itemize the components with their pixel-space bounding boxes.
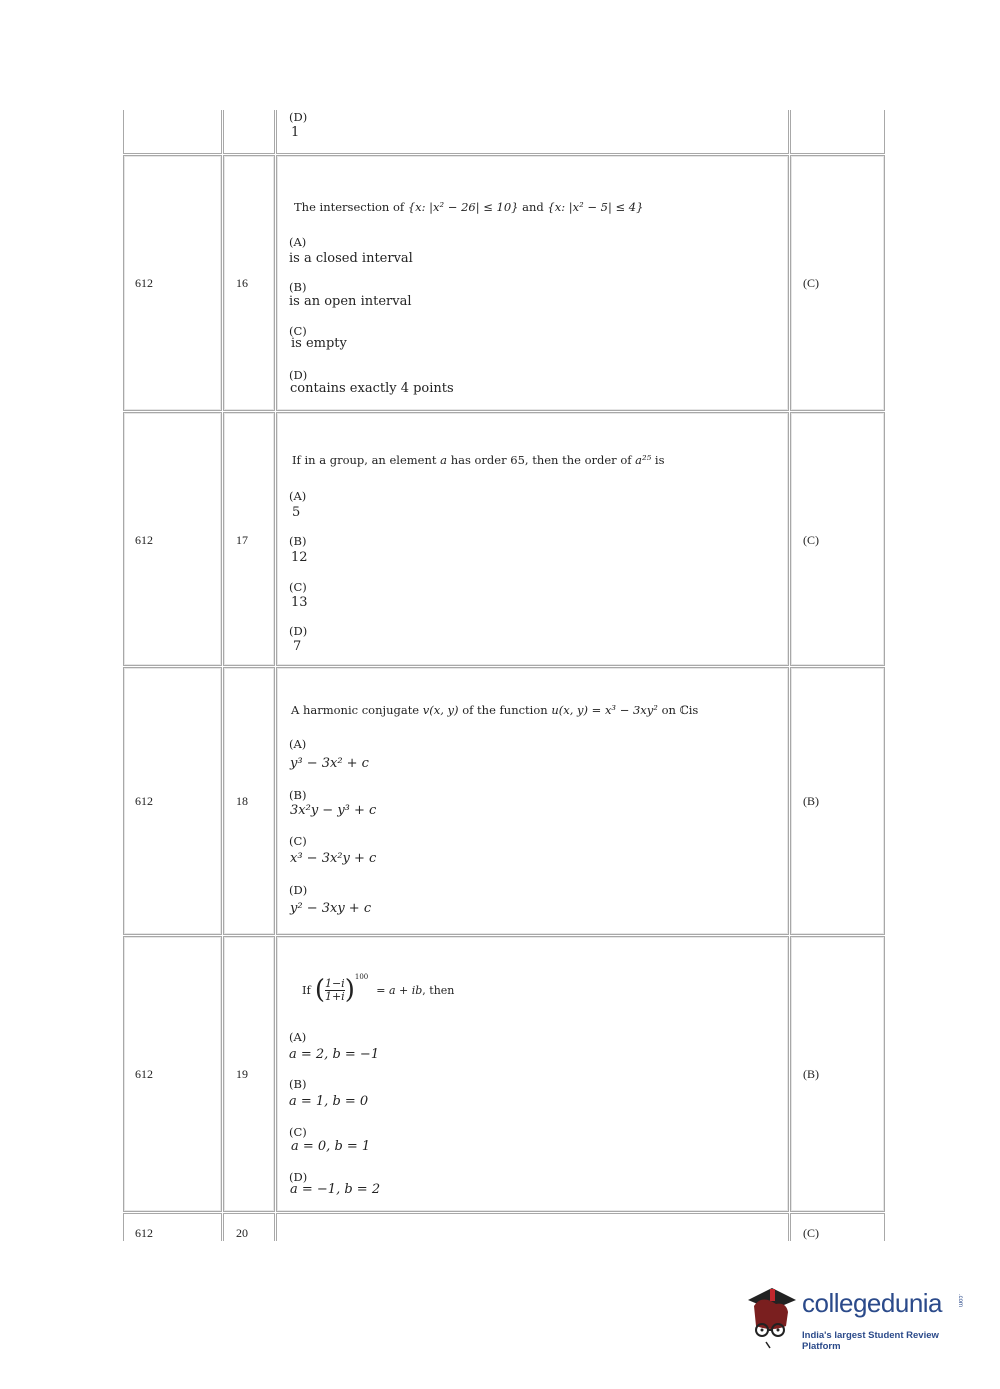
question-number: 18 [236,794,248,808]
row-17-paper-cell [123,412,222,666]
question-text [291,703,698,717]
mascot-icon [742,1282,802,1352]
question-text [302,975,454,1005]
brand-tagline: India's largest Student Review Platform [802,1330,939,1352]
question-prefix: A harmonic conjugate [291,703,420,717]
row-0-question-cell [276,110,789,154]
question-function: u(x, y) = x³ − 3xy² [551,703,658,717]
row-20-answer-cell [790,1213,885,1241]
option-c-label: (C) [289,580,307,594]
option-d-value: a = −1, b = 2 [290,1182,381,1197]
option-d-value: contains exactly 4 points [290,381,454,396]
paper-code: 612 [135,1226,153,1240]
collegedunia-logo [742,1282,972,1352]
row-0-qno-cell [223,110,275,154]
question-set-2: {x: |x² − 5| ≤ 4} [547,200,644,214]
fraction [325,978,345,1003]
option-a-value: y³ − 3x² + c [290,756,369,771]
paper-code: 612 [135,1067,153,1081]
row-18-answer-cell [790,667,885,935]
option-c-label: (C) [289,1125,307,1139]
option-b-label: (B) [289,1077,307,1091]
option-a-value: a = 2, b = −1 [289,1047,380,1062]
paper-code: 612 [135,533,153,547]
question-conjugate: v(x, y) [422,703,459,717]
question-suffix: is [654,453,665,467]
question-if: If [302,983,311,997]
option-d-label: (D) [289,624,308,638]
question-text [292,453,664,467]
question-number: 19 [236,1067,248,1081]
question-number: 17 [236,533,248,547]
option-a-value: is a closed interval [289,251,413,266]
paper-code: 612 [135,276,153,290]
option-a-label: (A) [289,489,307,503]
question-mid: of the function [462,703,548,717]
option-b-value: a = 1, b = 0 [289,1094,369,1109]
row-20-question-cell [276,1213,789,1241]
row-18-question-cell [276,667,789,935]
correct-answer: (B) [803,1067,819,1081]
correct-answer: (B) [803,794,819,808]
question-set-1: {x: |x² − 26| ≤ 10} [407,200,519,214]
exponent: 100 [354,973,369,981]
fraction-numerator: 1−i [324,976,345,990]
complex-plane-symbol: ℂ [679,703,689,717]
option-d-label: (D) [289,368,308,382]
option-b-label: (B) [289,280,307,294]
option-d-label: (D) [289,883,308,897]
correct-answer: (C) [803,533,819,547]
option-label: (D) [289,110,308,124]
option-c-label: (C) [289,324,307,338]
question-rhs: = a + ib [376,983,423,997]
brand-name: collegedunia [802,1288,943,1318]
option-c-value: 13 [291,595,308,610]
question-number: 20 [236,1226,248,1240]
row-18-paper-cell [123,667,222,935]
correct-answer: (C) [803,276,819,290]
brand-domain: .com [957,1294,963,1308]
option-a-label: (A) [289,1030,307,1044]
option-b-value: 12 [291,550,308,565]
option-b-label: (B) [289,534,307,548]
option-c-value: a = 0, b = 1 [291,1139,371,1154]
row-18-qno-cell [223,667,275,935]
option-c-value: x³ − 3x²y + c [290,851,377,866]
option-d-value: y² − 3xy + c [290,901,372,916]
option-d-label: (D) [289,1170,308,1184]
paper-code: 612 [135,794,153,808]
row-19-answer-cell [790,936,885,1212]
question-power: a²⁵ [635,453,652,467]
option-a-value: 5 [292,505,301,520]
question-variable: a [440,453,448,467]
option-b-value: 3x²y − y³ + c [290,803,377,818]
row-19-question-cell [276,936,789,1212]
row-0-answer-cell [790,110,885,154]
row-16-qno-cell [223,155,275,411]
row-17-answer-cell [790,412,885,666]
row-20-paper-cell [123,1213,222,1241]
question-text [294,200,643,214]
row-16-answer-cell [790,155,885,411]
row-17-qno-cell [223,412,275,666]
left-paren: ( [314,975,325,1005]
right-paren: ) [344,975,355,1005]
row-16-question-cell [276,155,789,411]
row-17-question-cell [276,412,789,666]
question-suffix: , then [422,983,455,997]
option-d-value: 7 [293,639,302,654]
row-19-paper-cell [123,936,222,1212]
option-a-label: (A) [289,737,307,751]
fraction-denominator: 1+i [324,989,345,1003]
question-on: on [661,703,676,717]
question-prefix: If in a group, an element [292,453,437,467]
row-20-qno-cell [223,1213,275,1241]
option-c-value: is empty [291,336,347,351]
question-prefix: The intersection of [294,200,405,214]
option-b-label: (B) [289,788,307,802]
option-value: 1 [291,125,300,140]
question-number: 16 [236,276,248,290]
option-a-label: (A) [289,235,307,249]
row-16-paper-cell [123,155,222,411]
question-and: and [522,200,544,214]
row-0-paper-cell [123,110,222,154]
correct-answer: (C) [803,1226,819,1240]
option-c-label: (C) [289,834,307,848]
question-mid: has order 65, then the order of [450,453,632,467]
row-19-qno-cell [223,936,275,1212]
option-b-value: is an open interval [289,294,412,309]
question-suffix: is [688,703,699,717]
